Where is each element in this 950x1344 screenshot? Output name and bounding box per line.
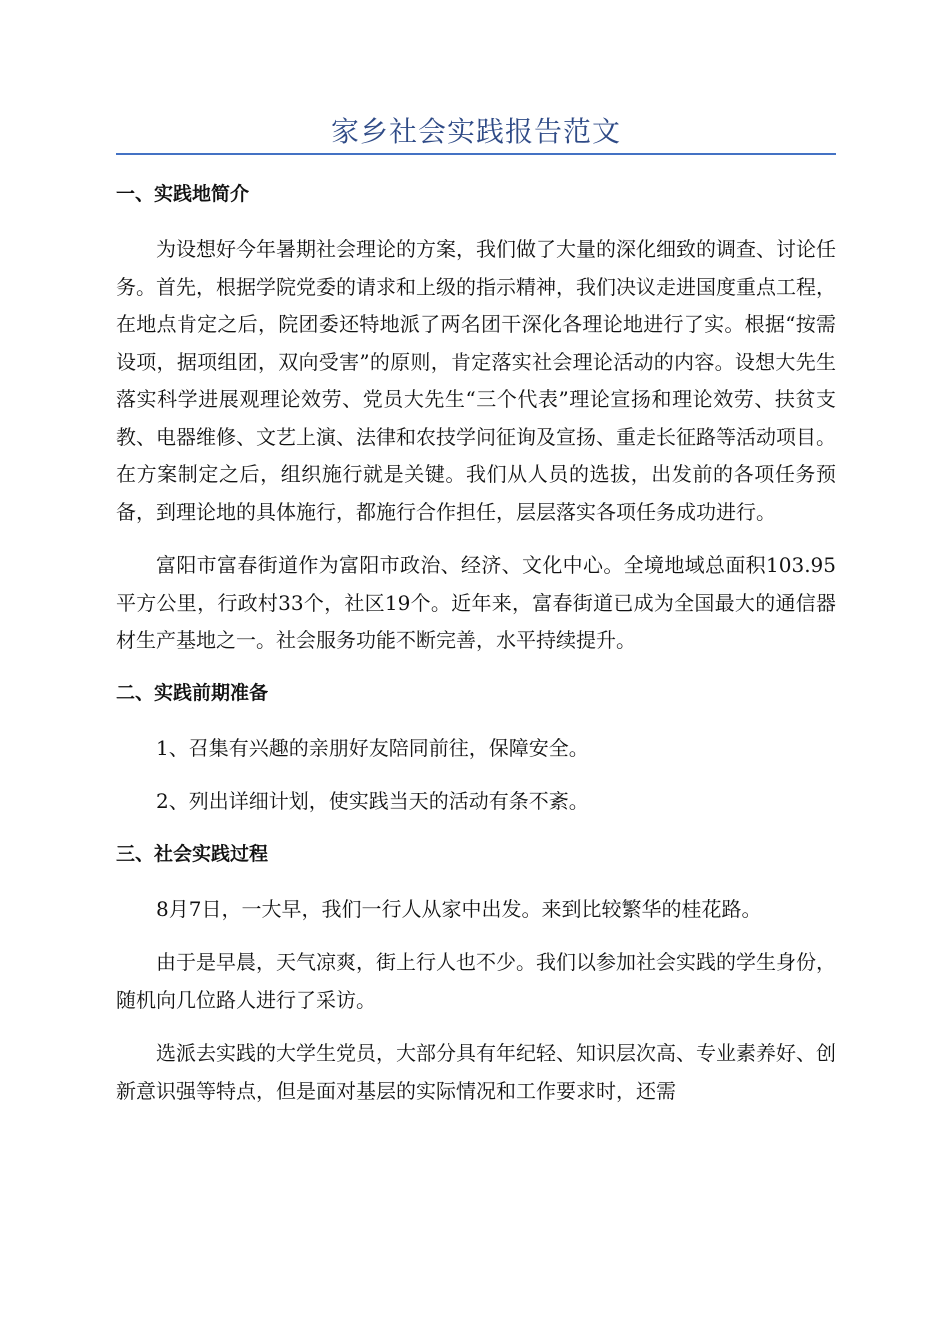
section-heading: 一、实践地简介	[116, 183, 250, 205]
paragraph: 8月7日，一大早，我们一行人从家中出发。来到比较繁华的桂花路。	[156, 896, 762, 921]
document-title: 家乡社会实践报告范文	[330, 115, 621, 148]
list-item: 1、召集有兴趣的亲朋好友陪同前往，保障安全。	[156, 735, 589, 760]
section-2	[116, 676, 836, 821]
section-heading: 三、社会实践过程	[116, 842, 269, 865]
document-body	[116, 177, 836, 1126]
section-1	[116, 177, 836, 660]
paragraph: 富阳市富春街道作为富阳市政治、经济、文化中心。全境地域总面积103.95平方公里，行政村33个，社区19个。近年来，富春街道已成为全国最大的通信器材生产基地之一。社会服务功能不断完善，水平持续提升。	[116, 553, 836, 652]
section-heading: 二、实践前期准备	[116, 681, 269, 704]
list-item: 2、列出详细计划，使实践当天的活动有条不紊。	[156, 789, 589, 813]
paragraph: 为设想好今年暑期社会理论的方案，我们做了大量的深化细致的调查、讨论任务。首先，根据学院党委的请求和上级的指示精神，我们决议走进国度重点工程，在地点肯定之后，院团委还特地派了两名团干深化各理论地进行了实。根据“按需设项，据项组团，双向受害”的原则，肯定落实社会理论活动的内容。设想大先生落实科学进展观理论效劳、党员大先生“三个代表”理论宣扬和理论效劳、扶贫支教、电器维修、文艺上演、法律和农技学问征询及宣扬、重走长征路等活动项目。在方案制定之后，组织施行就是关键。我们从人员的选拔，出发前的各项任务预备，到理论地的具体施行，都施行合作担任，层层落实各项任务成功进行。	[116, 237, 836, 524]
paragraph: 由于是早晨，天气凉爽，街上行人也不少。我们以参加社会实践的学生身份，随机向几位路人进行了采访。	[116, 950, 836, 1012]
title-underline	[116, 153, 836, 155]
paragraph: 选派去实践的大学生党员，大部分具有年纪轻、知识层次高、专业素养好、创新意识强等特点，但是面对基层的实际情况和工作要求时，还需	[116, 1041, 836, 1103]
section-3	[116, 837, 836, 1111]
